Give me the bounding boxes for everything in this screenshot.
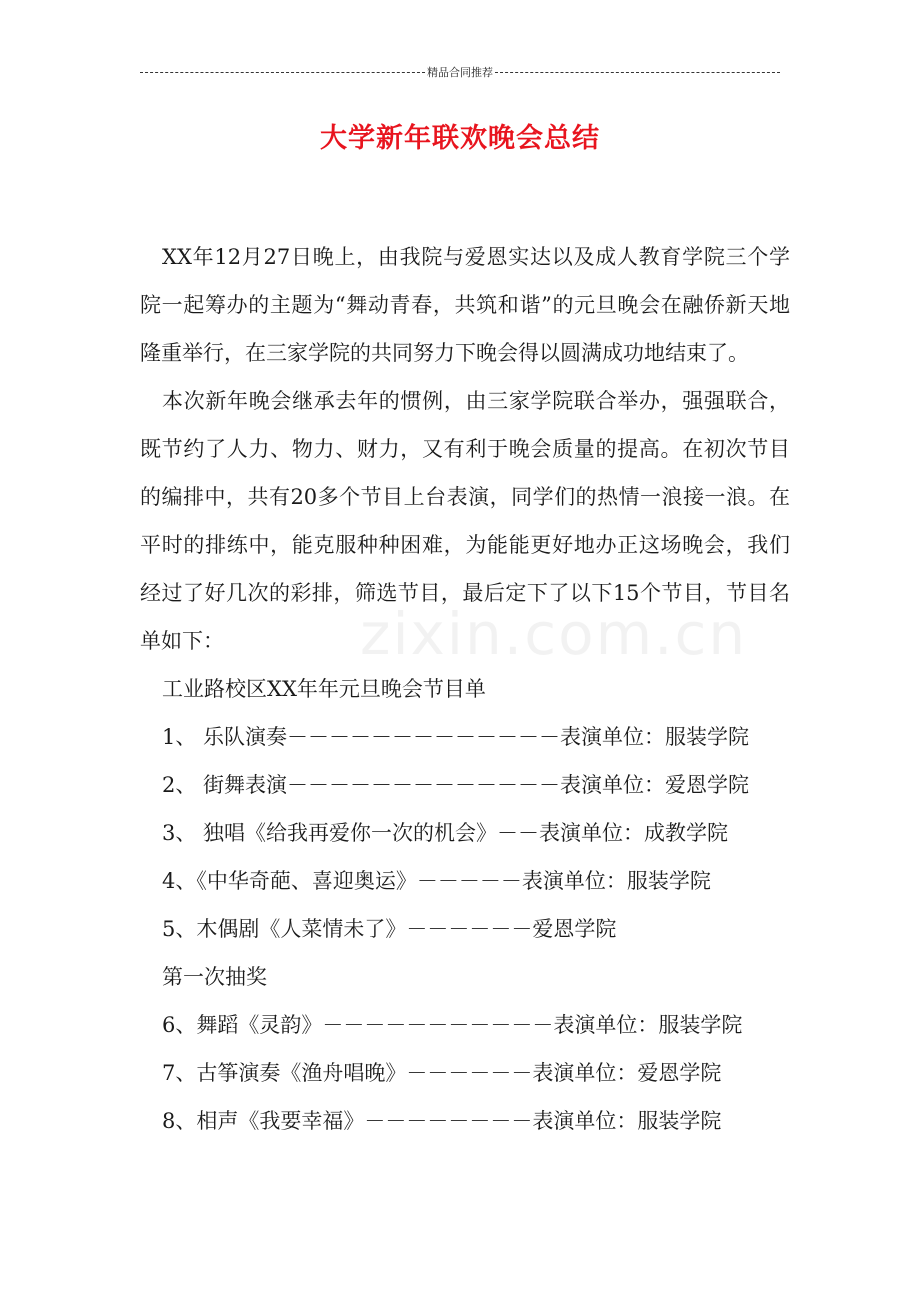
program-item: 2、 街舞表演－－－－－－－－－－－－－表演单位：爱恩学院 (162, 773, 750, 797)
document-body (140, 233, 790, 1145)
program-item: 3、 独唱《给我再爱你一次的机会》－－表演单位：成教学院 (162, 821, 729, 845)
paragraph-2: 本次新年晚会继承去年的惯例，由三家学院联合举办，强强联合，既节约了人力、物力、财力，又有利于晚会质量的提高。在初次节目的编排中，共有20多个节目上台表演，同学们的热情一浪接一浪。在平时的排练中，能克服种种困难，为能能更好地办正这场晚会，我们经过了好几次的彩排，筛选节目，最后定下了以下15个节目，节目名单如下： (140, 389, 790, 653)
header-rule (140, 64, 780, 80)
program-item: 第一次抽奖 (162, 965, 267, 989)
paragraph-1: XX年12月27日晚上，由我院与爱恩实达以及成人教育学院三个学院一起筹办的主题为“舞动青春，共筑和谐”的元旦晚会在融侨新天地隆重举行，在三家学院的共同努力下晚会得以圆满成功地结束了。 (140, 245, 790, 365)
program-item: 6、舞蹈《灵韵》－－－－－－－－－－－表演单位：服装学院 (162, 1013, 743, 1037)
document-title: 大学新年联欢晚会总结 (320, 123, 600, 154)
program-item: 5、木偶剧《人菜情未了》－－－－－－爱恩学院 (162, 917, 617, 941)
header-dash-left (140, 72, 425, 73)
watermark: zixin.com.cn (360, 600, 748, 668)
program-item: 8、相声《我要幸福》－－－－－－－－表演单位：服装学院 (162, 1109, 722, 1133)
program-item: 1、 乐队演奏－－－－－－－－－－－－－表演单位：服装学院 (162, 725, 750, 749)
program-list-title: 工业路校区XX年年元旦晚会节目单 (162, 677, 486, 701)
program-item: 7、古筝演奏《渔舟唱晚》－－－－－－表演单位：爱恩学院 (162, 1061, 722, 1085)
header-text: 精品合同推荐 (427, 66, 493, 79)
program-item: 4、《中华奇葩、喜迎奥运》－－－－－表演单位：服装学院 (162, 869, 711, 893)
header-dash-right (495, 72, 780, 73)
